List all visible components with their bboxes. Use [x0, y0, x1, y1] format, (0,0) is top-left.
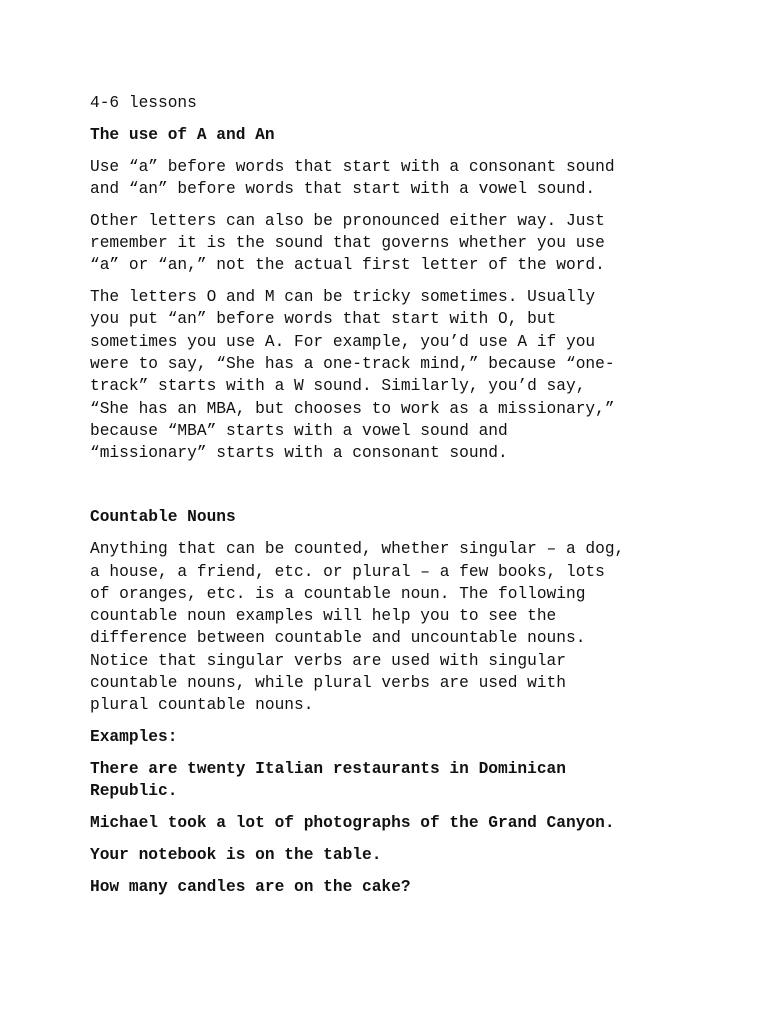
document-page: [90, 92, 690, 907]
example-sentence: There are twenty Italian restaurants in Dominican Republic.: [90, 759, 566, 801]
examples-label: Examples:: [90, 728, 178, 747]
paragraph: Anything that can be counted, whether singular – a dog, a house, a friend, etc. or plural – a few books, lots of oranges, etc. is a countable noun. The following countable noun examples will help you to see the difference between countable and uncountable nouns. Notice that singular verbs are used with singular countable nouns, while plural verbs are used with plural countable nouns.: [90, 540, 625, 715]
paragraph: Other letters can also be pronounced either way. Just remember it is the sound that governs whether you use “a” or “an,” not the actual first letter of the word.: [90, 211, 605, 275]
example-sentence: Your notebook is on the table.: [90, 845, 382, 864]
section-heading-a-an: The use of A and An: [90, 125, 275, 144]
example-sentence: Michael took a lot of photographs of the Grand Canyon.: [90, 814, 615, 833]
lessons-label: 4-6 lessons: [90, 94, 197, 112]
example-sentence: How many candles are on the cake?: [90, 877, 411, 896]
paragraph: The letters O and M can be tricky sometimes. Usually you put “an” before words that start with O, but sometimes you use A. For example, you’d use A if you were to say, “She has a one-track mind,” because “one- track” starts with a W sound. Similarly, you’d say, “She has an MBA, but chooses to work as a missionary,” because “MBA” starts with a vowel sound and “missionary” starts with a consonant sound.: [90, 288, 615, 463]
section-heading-countable-nouns: Countable Nouns: [90, 508, 236, 527]
paragraph: Use “a” before words that start with a consonant sound and “an” before words that start with a vowel sound.: [90, 157, 615, 198]
